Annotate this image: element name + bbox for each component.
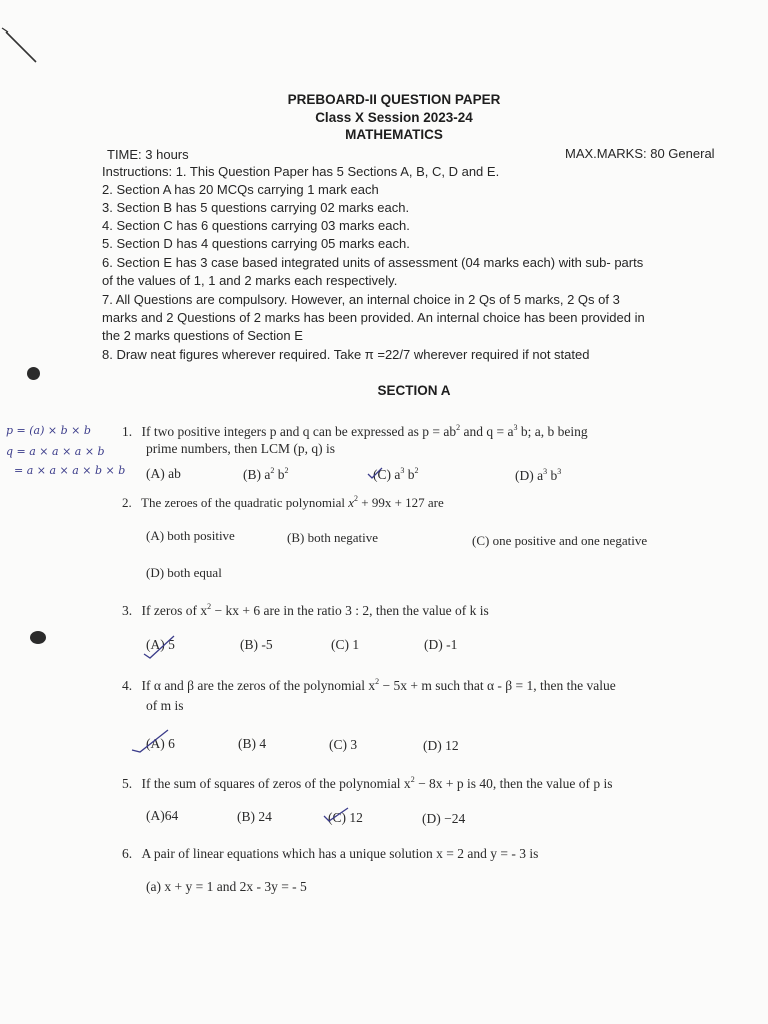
tick-mark xyxy=(128,728,172,754)
question-number: 3. xyxy=(122,603,133,618)
option-a: (a) x + y = 1 and 2x - 3y = - 5 xyxy=(146,879,307,894)
option-c: (C) 1 xyxy=(331,637,360,652)
time-label: TIME: 3 hours xyxy=(107,147,189,162)
option-c: (C) 3 xyxy=(329,737,358,752)
tick-mark xyxy=(140,634,180,660)
option-c: (C) 12 xyxy=(328,810,363,825)
instruction-line: 8. Draw neat figures wherever required. Take π =22/7 wherever required if not stated xyxy=(102,347,590,362)
question-text: If α and β are the zeros of the polynomial x xyxy=(141,678,376,693)
question-number: 4. xyxy=(122,678,133,693)
option-d: (D) $a^3$ $b^3$ xyxy=(515,467,562,483)
option-d: (D) both equal xyxy=(146,565,222,580)
pen-stroke-mark xyxy=(0,0,60,80)
option-c: (C) one positive and one negative xyxy=(472,533,648,548)
handwritten-note: q = a × a × a × b xyxy=(6,445,105,458)
instruction-line: Instructions: 1. This Question Paper has 5 Sections A, B, C, D and E. xyxy=(102,164,500,179)
section-title: SECTION A xyxy=(377,383,451,398)
instruction-line: marks and 2 Questions of 2 marks has been provided. An internal choice has been provided in xyxy=(102,310,645,325)
option-b: (B) 24 xyxy=(237,809,272,824)
option-a: (A) ab xyxy=(146,466,181,481)
option-b: (B) -5 xyxy=(240,637,273,652)
instruction-line: 7. All Questions are compulsory. However, an internal choice in 2 Qs of 5 marks, 2 Qs of 3 xyxy=(102,292,620,307)
instruction-line: 4. Section C has 6 questions carrying 03 marks each. xyxy=(102,218,410,233)
question-text: If the sum of squares of zeros of the polynomial x xyxy=(141,776,411,791)
question-text: The zeroes of the quadratic polynomial xyxy=(141,495,345,510)
instruction-line: 5. Section D has 4 questions carrying 05 marks each. xyxy=(102,236,410,251)
question-number: 6. xyxy=(122,846,133,861)
ink-blot xyxy=(30,631,46,644)
option-d: (D) 12 xyxy=(423,738,459,753)
option-d: (D) −24 xyxy=(422,811,466,826)
option-b: (B) 4 xyxy=(238,736,267,751)
paper-title: PREBOARD-II QUESTION PAPER xyxy=(287,92,501,107)
tick-mark xyxy=(366,466,386,480)
question-2: 2. The zeroes of the quadratic polynomial $x^2 + 99x + 127$ are xyxy=(122,494,444,510)
question-4: 4. If α and β are the zeros of the polynomial $x^2 - 5x + m$ such that α - β = 1, then the value xyxy=(122,677,616,693)
option-b: (B) both negative xyxy=(287,530,378,545)
question-text: If zeros of x xyxy=(141,603,208,618)
handwritten-note: p = (a) × b × b xyxy=(6,424,91,437)
option-a: (A) both positive xyxy=(146,528,235,543)
instruction-line: 2. Section A has 20 MCQs carrying 1 mark each xyxy=(102,182,379,197)
handwritten-note: = a × a × a × b × b xyxy=(14,464,126,477)
question-text: If two positive integers p and q can be expressed as p = ab xyxy=(141,424,457,439)
question-3: 3. If zeros of $x^2$ − kx + 6 are in the ratio 3 : 2, then the value of k is xyxy=(122,602,489,618)
tick-mark xyxy=(322,806,352,824)
ink-blot xyxy=(27,367,40,380)
option-b: (B) $a^2$ $b^2$ xyxy=(243,466,289,482)
option-a: (A)64 xyxy=(146,808,179,823)
instruction-line: the 2 marks questions of Section E xyxy=(102,328,303,343)
question-number: 1. xyxy=(122,424,133,439)
max-marks-label: MAX.MARKS: 80 General xyxy=(565,146,715,161)
question-text: A pair of linear equations which has a unique solution x = 2 and y = - 3 is xyxy=(141,846,539,861)
class-session: Class X Session 2023-24 xyxy=(315,110,473,125)
instruction-line: 6. Section E has 3 case based integrated units of assessment (04 marks each) with sub- parts xyxy=(102,255,644,270)
question-number: 2. xyxy=(122,495,132,510)
question-6 xyxy=(122,846,538,862)
subject-title: MATHEMATICS xyxy=(345,127,443,142)
instruction-line: of the values of 1, 1 and 2 marks each respectively. xyxy=(102,273,398,288)
option-a: (A) 5 xyxy=(146,637,175,652)
question-number: 5. xyxy=(122,776,133,791)
question-5: 5. If the sum of squares of zeros of the polynomial $x^2 - 8x + p$ is 40, then the value of p is xyxy=(122,775,613,791)
question-text-continued: of m is xyxy=(146,698,184,713)
option-a: (A) 6 xyxy=(146,736,175,751)
question-1: 1. If two positive integers p and q can be expressed as $p = ab^2$ and $q = a^3$ b; a, b being xyxy=(122,423,588,439)
option-d: (D) -1 xyxy=(424,637,458,652)
option-c: (C) $a^3$ $b^2$ xyxy=(373,466,419,482)
instruction-line: 3. Section B has 5 questions carrying 02 marks each. xyxy=(102,200,410,215)
question-text-continued: prime numbers, then LCM (p, q) is xyxy=(146,441,335,456)
